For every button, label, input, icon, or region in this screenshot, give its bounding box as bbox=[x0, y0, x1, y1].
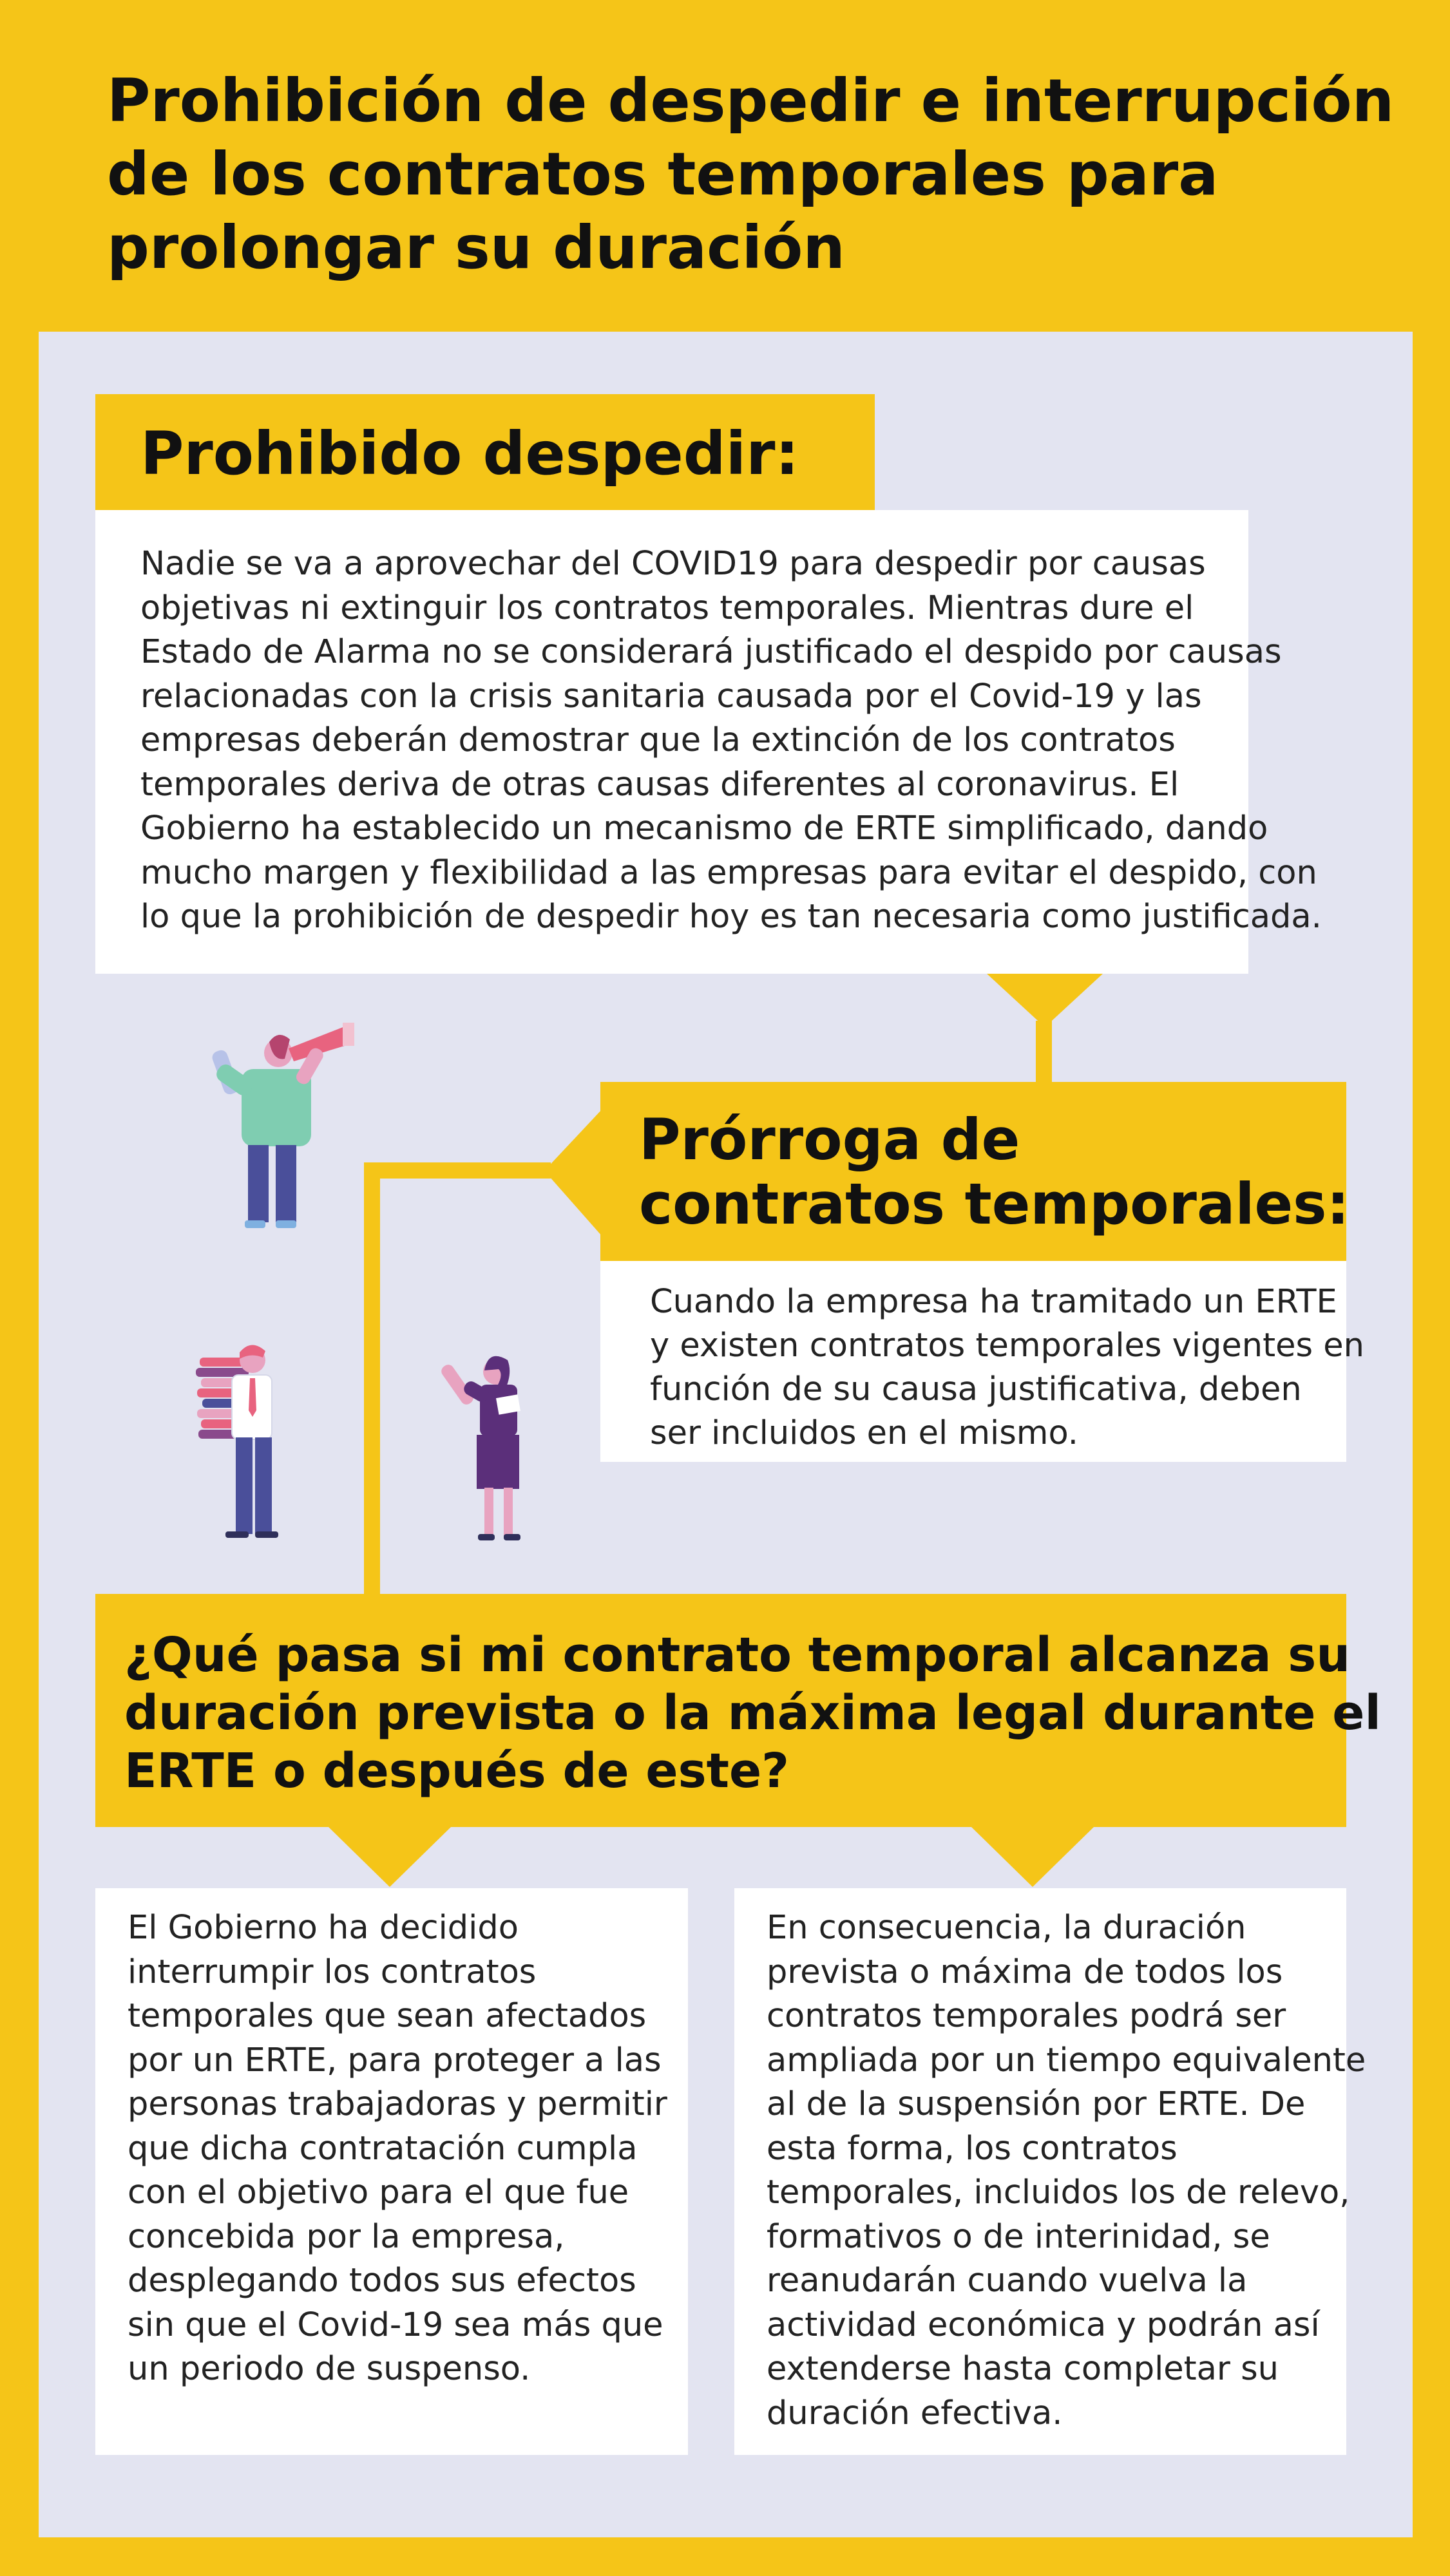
left-line: interrumpir los contratos bbox=[128, 1953, 537, 1991]
despedir-line: temporales deriva de otras causas diferentes al coronavirus. El bbox=[140, 765, 1179, 804]
prorroga-heading-line: contratos temporales: bbox=[639, 1171, 1350, 1237]
left-line: El Gobierno ha decidido bbox=[128, 1909, 519, 1947]
prorroga-heading-line: Prórroga de bbox=[639, 1106, 1020, 1173]
pregunta-heading-line: duración prevista o la máxima legal durante el bbox=[124, 1685, 1381, 1741]
despedir-line: Nadie se va a aprovechar del COVID19 para despedir por causas bbox=[140, 545, 1206, 583]
right-line: reanudarán cuando vuelva la bbox=[767, 2262, 1248, 2300]
down-arrow bbox=[329, 1827, 451, 1887]
despedir-line: Estado de Alarma no se considerará justificado el despido por causas bbox=[140, 633, 1282, 671]
right-line: extenderse hasta completar su bbox=[767, 2350, 1279, 2388]
left-line: desplegando todos sus efectos bbox=[128, 2262, 636, 2300]
down-arrow bbox=[971, 1827, 1094, 1887]
despedir-line: mucho margen y flexibilidad a las empresas para evitar el despido, con bbox=[140, 853, 1317, 892]
right-line: formativos o de interinidad, se bbox=[767, 2217, 1270, 2256]
despedir-line: empresas deberán demostrar que la extinción de los contratos bbox=[140, 721, 1176, 759]
person-books-icon bbox=[196, 1345, 278, 1538]
title-line: Prohibición de despedir e interrupción bbox=[107, 66, 1395, 135]
despedir-line: lo que la prohibición de despedir hoy es tan necesaria como justificada. bbox=[140, 898, 1322, 936]
despedir-heading: Prohibido despedir: bbox=[140, 419, 799, 488]
pregunta-heading-line: ERTE o después de este? bbox=[124, 1743, 790, 1799]
despedir-line: objetivas ni extinguir los contratos temporales. Mientras dure el bbox=[140, 589, 1194, 627]
right-line: En consecuencia, la duración bbox=[767, 1909, 1246, 1947]
prorroga-line: función de su causa justificativa, deben bbox=[650, 1370, 1302, 1408]
right-line: contratos temporales podrá ser bbox=[767, 1997, 1286, 2035]
left-line: que dicha contratación cumpla bbox=[128, 2129, 638, 2168]
left-line: temporales que sean afectados bbox=[128, 1997, 647, 2035]
despedir-line: Gobierno ha establecido un mecanismo de ERTE simplificado, dando bbox=[140, 810, 1268, 848]
down-arrow bbox=[987, 974, 1103, 1027]
right-line: ampliada por un tiempo equivalente bbox=[767, 2041, 1366, 2079]
right-line: esta forma, los contratos bbox=[767, 2129, 1178, 2168]
pregunta-heading-line: ¿Qué pasa si mi contrato temporal alcanza su bbox=[124, 1627, 1351, 1683]
title-line: prolongar su duración bbox=[107, 213, 845, 282]
right-line: actividad económica y podrán así bbox=[767, 2306, 1320, 2344]
left-line: por un ERTE, para proteger a las bbox=[128, 2041, 662, 2079]
left-line: concebida por la empresa, bbox=[128, 2217, 565, 2256]
left-arrow bbox=[544, 1109, 602, 1236]
left-line: personas trabajadoras y permitir bbox=[128, 2085, 667, 2123]
person-waving-icon bbox=[439, 1356, 520, 1540]
left-line: con el objetivo para el que fue bbox=[128, 2174, 629, 2211]
right-line: duración efectiva. bbox=[767, 2394, 1063, 2432]
left-line: sin que el Covid-19 sea más que bbox=[128, 2306, 663, 2344]
title-line: de los contratos temporales para bbox=[107, 140, 1219, 209]
prorroga-line: ser incluidos en el mismo. bbox=[650, 1414, 1078, 1452]
person-telescope-icon bbox=[211, 1023, 354, 1228]
prorroga-line: Cuando la empresa ha tramitado un ERTE bbox=[650, 1283, 1337, 1321]
right-line: temporales, incluidos los de relevo, bbox=[767, 2174, 1350, 2211]
despedir-line: relacionadas con la crisis sanitaria causada por el Covid-19 y las bbox=[140, 677, 1202, 715]
right-line: prevista o máxima de todos los bbox=[767, 1953, 1283, 1991]
prorroga-line: y existen contratos temporales vigentes en bbox=[650, 1327, 1364, 1365]
left-line: un periodo de suspenso. bbox=[128, 2350, 531, 2388]
right-line: al de la suspensión por ERTE. De bbox=[767, 2085, 1306, 2123]
